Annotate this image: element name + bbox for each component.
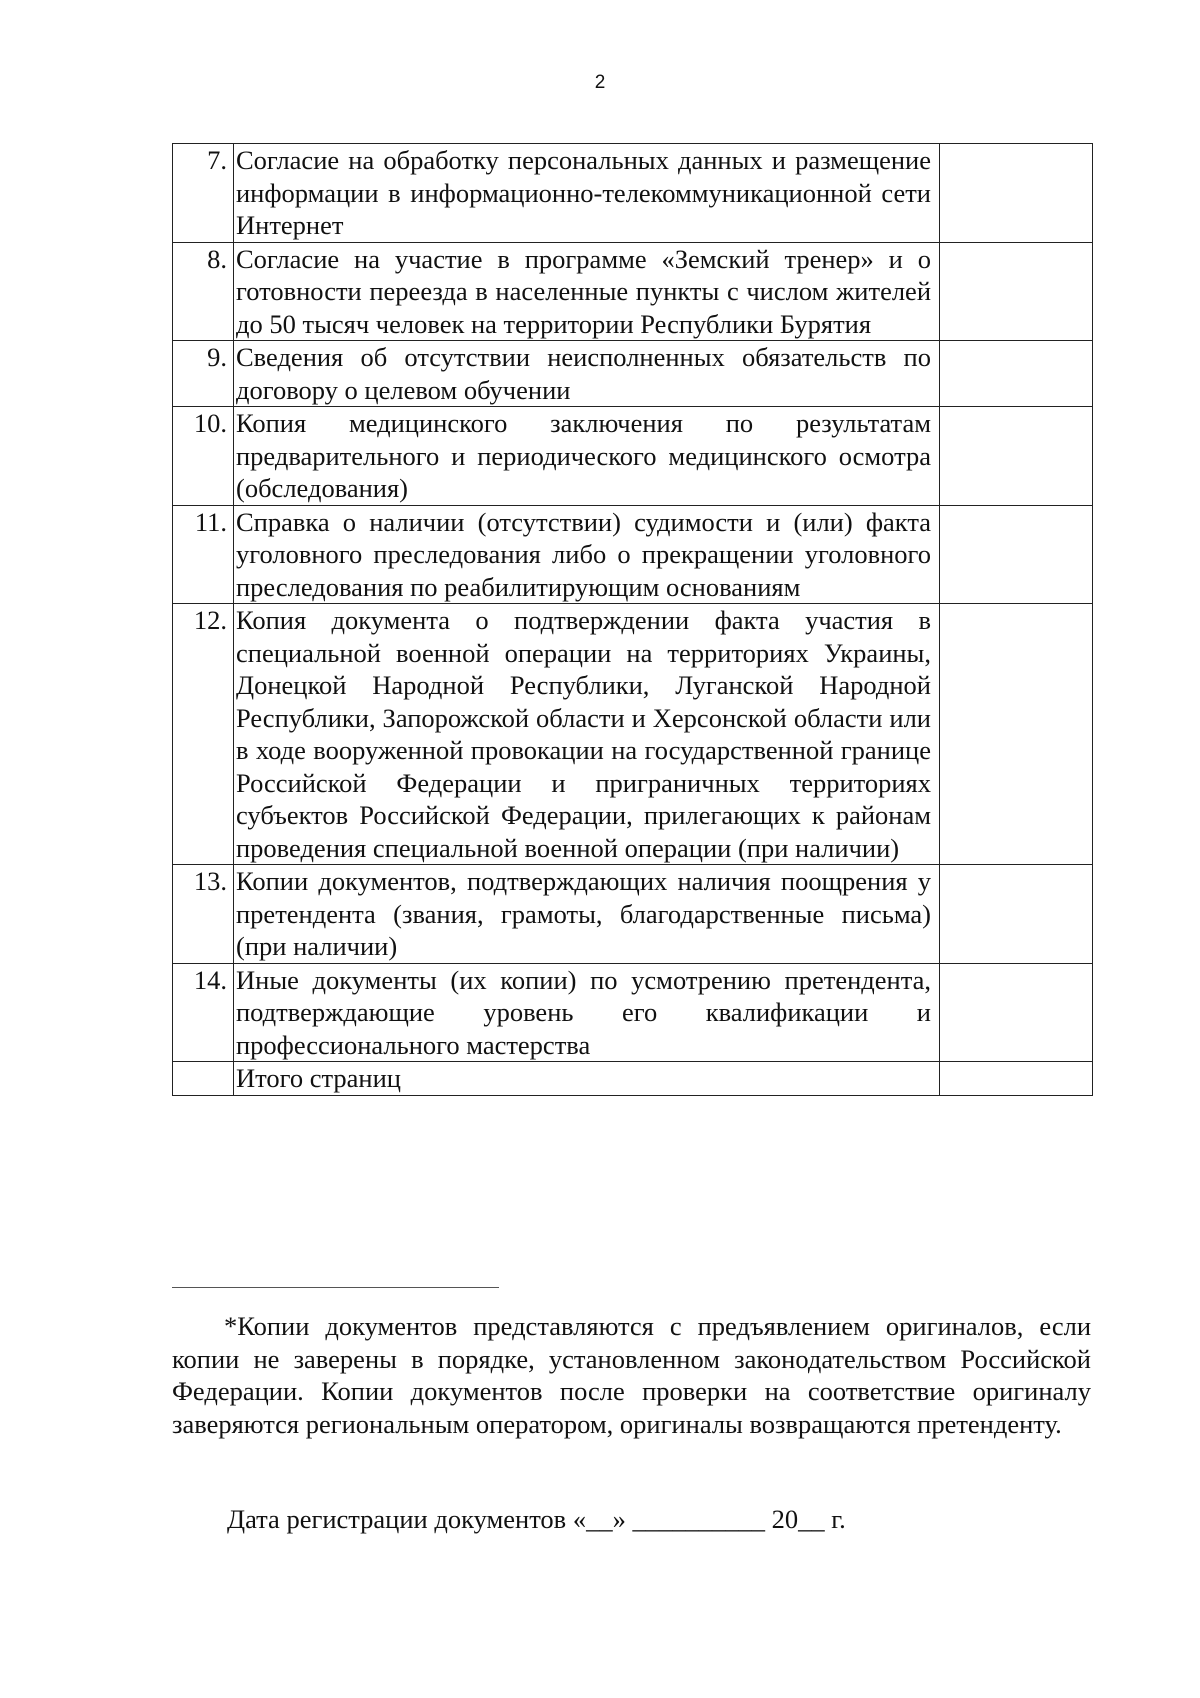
row-description: Копия медицинского заключения по результатам предварительного и периодического медицинского осмотра (обследования) — [234, 407, 940, 506]
table-row — [173, 341, 1093, 407]
row-pages-cell[interactable] — [940, 963, 1093, 1062]
row-description: Справка о наличии (отсутствии) судимости и (или) факта уголовного преследования либо о прекращении уголовного преследования по реабилитирующим основаниям — [234, 505, 940, 604]
table-row — [173, 144, 1093, 243]
row-number: 13. — [173, 865, 234, 964]
row-number: 10. — [173, 407, 234, 506]
footnote-text: *Копии документов представляются с предъявлением оригиналов, если копии не заверены в порядке, установленном законодательством Российской Федерации. Копии документов после проверки на соответствие оригиналу заверяются региональным оператором, оригиналы возвращаются претенденту. — [172, 1311, 1091, 1439]
total-row — [173, 1062, 1093, 1096]
footnote-separator — [172, 1287, 499, 1288]
page-number: 2 — [594, 72, 606, 93]
row-pages-cell[interactable] — [940, 865, 1093, 964]
row-description: Согласие на участие в программе «Земский тренер» и о готовности переезда в населенные пункты с числом жителей до 50 тысяч человек на территории Республики Бурятия — [234, 242, 940, 341]
table-row — [173, 865, 1093, 964]
table-row — [173, 604, 1093, 865]
row-number: 9. — [173, 341, 234, 407]
row-description: Копии документов, подтверждающих наличия поощрения у претендента (звания, грамоты, благодарственные письма) (при наличии) — [234, 865, 940, 964]
row-pages-cell[interactable] — [940, 144, 1093, 243]
table-row — [173, 963, 1093, 1062]
row-number: 8. — [173, 242, 234, 341]
row-number: 12. — [173, 604, 234, 865]
documents-table — [172, 143, 1093, 1096]
total-label: Итого страниц — [234, 1062, 940, 1096]
row-number: 7. — [173, 144, 234, 243]
row-description: Копия документа о подтверждении факта участия в специальной военной операции на территориях Украины, Донецкой Народной Республики, Луганской Народной Республики, Запорожской области и Херсонской области или в ходе вооруженной провокации на государственной границе Российской Федерации и приграничных территориях субъектов Российской Федерации, прилегающих к районам проведения специальной военной операции (при наличии) — [234, 604, 940, 865]
row-pages-cell[interactable] — [940, 505, 1093, 604]
row-description: Иные документы (их копии) по усмотрению претендента, подтверждающие уровень его квалификации и профессионального мастерства — [234, 963, 940, 1062]
table-row — [173, 407, 1093, 506]
row-number: 11. — [173, 505, 234, 604]
total-pages-cell[interactable] — [940, 1062, 1093, 1096]
row-description: Сведения об отсутствии неисполненных обязательств по договору о целевом обучении — [234, 341, 940, 407]
table-row — [173, 505, 1093, 604]
row-description: Согласие на обработку персональных данных и размещение информации в информационно-телекоммуникационной сети Интернет — [234, 144, 940, 243]
registration-date-line: Дата регистрации документов «__» __________ 20__ г. — [227, 1504, 846, 1534]
table-row — [173, 242, 1093, 341]
row-pages-cell[interactable] — [940, 407, 1093, 506]
row-pages-cell[interactable] — [940, 604, 1093, 865]
row-pages-cell[interactable] — [940, 242, 1093, 341]
row-pages-cell[interactable] — [940, 341, 1093, 407]
total-number-cell — [173, 1062, 234, 1096]
row-number: 14. — [173, 963, 234, 1062]
